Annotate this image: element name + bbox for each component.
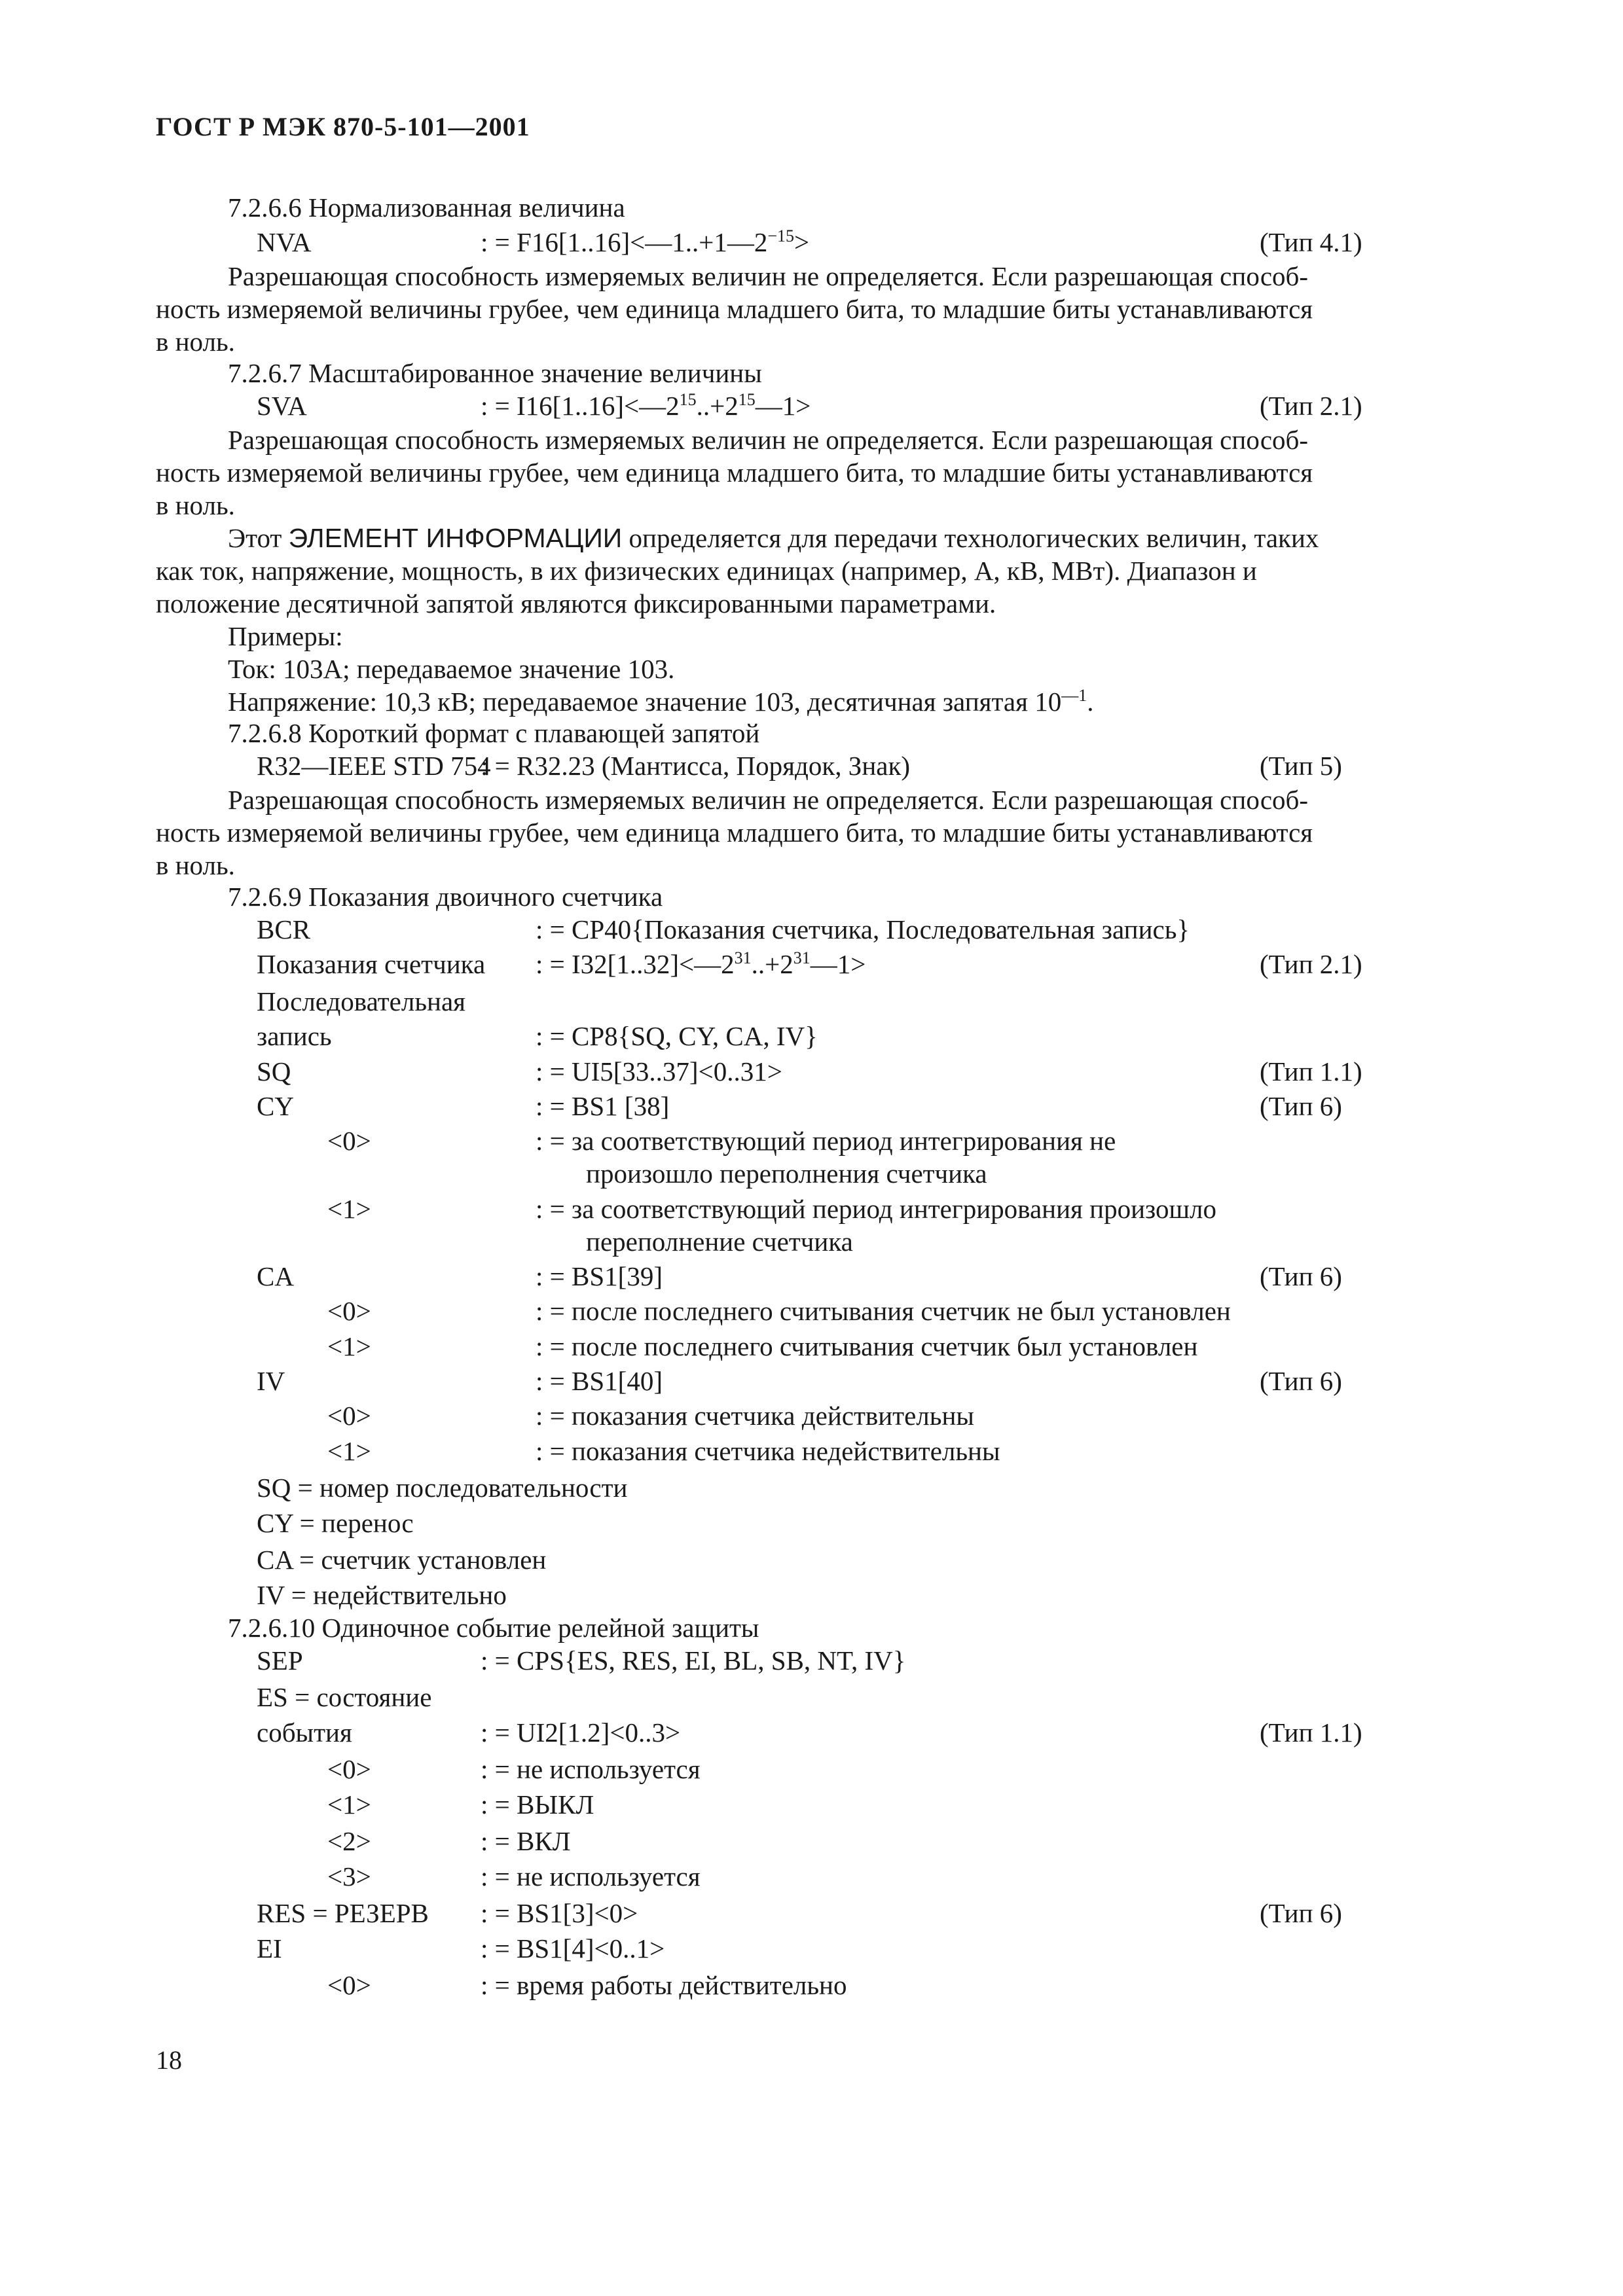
- term-definition: : = BS1[40]: [536, 1366, 663, 1396]
- value-definition: : = после последнего считывания счетчик был установлен: [536, 1331, 1198, 1361]
- paragraph-line: Примеры:: [228, 621, 343, 651]
- value-code: <1>: [327, 1436, 371, 1466]
- type-label: (Тип 5): [1260, 751, 1342, 781]
- value-code: <1>: [327, 1194, 371, 1224]
- section-heading: 7.2.6.10 Одиночное событие релейной защиты: [228, 1613, 759, 1643]
- section-heading: 7.2.6.7 Масштабированное значение величины: [228, 358, 762, 388]
- paragraph-line: Этот ЭЛЕМЕНТ ИНФОРМАЦИИ определяется для передачи технологических величин, таких: [228, 523, 1319, 553]
- term-definition: : = $I32[1..32]<—2^{31}..+2^{31}—1>$: [536, 948, 866, 979]
- paragraph-line: в ноль.: [156, 850, 235, 880]
- term-name: CY: [257, 1091, 294, 1121]
- term-definition: : = BS1[3]<0>: [481, 1898, 638, 1928]
- term-name: запись: [257, 1021, 332, 1051]
- term-definition: : = BS1[4]<0..1>: [481, 1933, 665, 1964]
- document-header: ГОСТ Р МЭК 870-5-101—2001: [156, 112, 530, 141]
- term-name: RES = РЕЗЕРВ: [257, 1898, 429, 1928]
- term-definition: : = $F16[1..16]<—1..+1—2^{-15}>$: [481, 226, 810, 257]
- term-definition: : = CP8{SQ, CY, CA, IV}: [536, 1021, 818, 1051]
- value-definition: : = время работы действительно: [481, 1970, 847, 2000]
- value-code: <0>: [327, 1401, 371, 1431]
- value-definition: : = не используется: [481, 1861, 701, 1892]
- paragraph-line: в ноль.: [156, 327, 235, 357]
- type-label: (Тип 2.1): [1260, 949, 1362, 979]
- legend-line: CA = счетчик установлен: [257, 1545, 547, 1575]
- paragraph-line: как ток, напряжение, мощность, в их физических единицах (например, А, кВ, МВт). Диапазон и: [156, 556, 1257, 586]
- value-code: <1>: [327, 1331, 371, 1361]
- value-definition: : = показания счетчика недействительны: [536, 1436, 1000, 1466]
- type-label: (Тип 1.1): [1260, 1717, 1362, 1748]
- value-code: <0>: [327, 1126, 371, 1156]
- value-definition: : = за соответствующий период интегрирования не: [536, 1126, 1116, 1156]
- value-code: <1>: [327, 1789, 371, 1820]
- value-code: <0>: [327, 1754, 371, 1784]
- value-code: <0>: [327, 1970, 371, 2000]
- term-name: SEP: [257, 1645, 303, 1676]
- type-label: (Тип 6): [1260, 1366, 1342, 1396]
- term-definition: : = CP40{Показания счетчика, Последовательная запись}: [536, 914, 1190, 944]
- value-definition: : = показания счетчика действительны: [536, 1401, 974, 1431]
- value-definition: : = после последнего считывания счетчик не был установлен: [536, 1296, 1231, 1326]
- value-code: <0>: [327, 1296, 371, 1326]
- value-code: <2>: [327, 1826, 371, 1856]
- value-definition: произошло переполнения счетчика: [586, 1158, 987, 1189]
- term-definition: : = $I16[1..16]<—2^{15}..+2^{15}—1>$: [481, 390, 811, 421]
- term-name: NVA: [257, 227, 312, 257]
- term-name: BCR: [257, 914, 311, 944]
- term-name: Показания счетчика: [257, 949, 486, 979]
- legend-line: IV = недействительно: [257, 1580, 507, 1610]
- type-label: (Тип 6): [1260, 1261, 1342, 1291]
- paragraph-line: Разрешающая способность измеряемых величин не определяется. Если разрешающая способ-: [228, 785, 1309, 815]
- paragraph-line: ность измеряемой величины грубее, чем единица младшего бита, то младшие биты устанавливаются: [156, 294, 1313, 324]
- term-name: Последовательная: [257, 986, 466, 1016]
- value-definition: : = за соответствующий период интегрирования произошло: [536, 1194, 1217, 1224]
- paragraph-line: ность измеряемой величины грубее, чем единица младшего бита, то младшие биты устанавливаются: [156, 457, 1313, 488]
- section-heading: 7.2.6.8 Короткий формат с плавающей запятой: [228, 718, 760, 748]
- type-label: (Тип 2.1): [1260, 391, 1362, 421]
- value-definition: переполнение счетчика: [586, 1227, 853, 1257]
- term-name: R32—IEEE STD 754: [257, 751, 491, 781]
- paragraph-line: Напряжение: 10,3 кВ; передаваемое значение 103, десятичная запятая $10^{—1}$.: [228, 686, 1094, 717]
- term-definition: : = CPS{ES, RES, EI, BL, SB, NT, IV}: [481, 1645, 906, 1676]
- paragraph-line: положение десятичной запятой являются фиксированными параметрами.: [156, 588, 996, 619]
- paragraph-line: Разрешающая способность измеряемых величин не определяется. Если разрешающая способ-: [228, 425, 1309, 455]
- legend-line: SQ = номер последовательности: [257, 1473, 628, 1503]
- section-heading: 7.2.6.6 Нормализованная величина: [228, 192, 625, 223]
- term-definition: : = UI5[33..37]<0..31>: [536, 1056, 782, 1086]
- value-definition: : = ВКЛ: [481, 1826, 571, 1856]
- term-name: ES = состояние: [257, 1682, 432, 1712]
- section-heading: 7.2.6.9 Показания двоичного счетчика: [228, 882, 663, 912]
- legend-line: CY = перенос: [257, 1508, 414, 1538]
- term-name: EI: [257, 1933, 282, 1964]
- term-definition: : = R32.23 (Мантисса, Порядок, Знак): [481, 751, 911, 781]
- term-definition: : = UI2[1.2]<0..3>: [481, 1717, 681, 1748]
- page-number: 18: [156, 2045, 182, 2075]
- type-label: (Тип 4.1): [1260, 227, 1362, 257]
- paragraph-line: ность измеряемой величины грубее, чем единица младшего бита, то младшие биты устанавливаются: [156, 817, 1313, 848]
- term-definition: : = BS1[39]: [536, 1261, 663, 1291]
- paragraph-line: в ноль.: [156, 490, 235, 520]
- value-definition: : = ВЫКЛ: [481, 1789, 594, 1820]
- term-name: SVA: [257, 391, 307, 421]
- value-definition: : = не используется: [481, 1754, 701, 1784]
- term-name: SQ: [257, 1056, 291, 1086]
- paragraph-line: Разрешающая способность измеряемых величин не определяется. Если разрешающая способ-: [228, 261, 1309, 291]
- type-label: (Тип 1.1): [1260, 1056, 1362, 1086]
- term-definition: : = BS1 [38]: [536, 1091, 670, 1121]
- term-name: CA: [257, 1261, 294, 1291]
- paragraph-line: Ток: 103А; передаваемое значение 103.: [228, 654, 675, 684]
- term-name: IV: [257, 1366, 285, 1396]
- type-label: (Тип 6): [1260, 1898, 1342, 1928]
- term-name: события: [257, 1717, 352, 1748]
- value-code: <3>: [327, 1861, 371, 1892]
- type-label: (Тип 6): [1260, 1091, 1342, 1121]
